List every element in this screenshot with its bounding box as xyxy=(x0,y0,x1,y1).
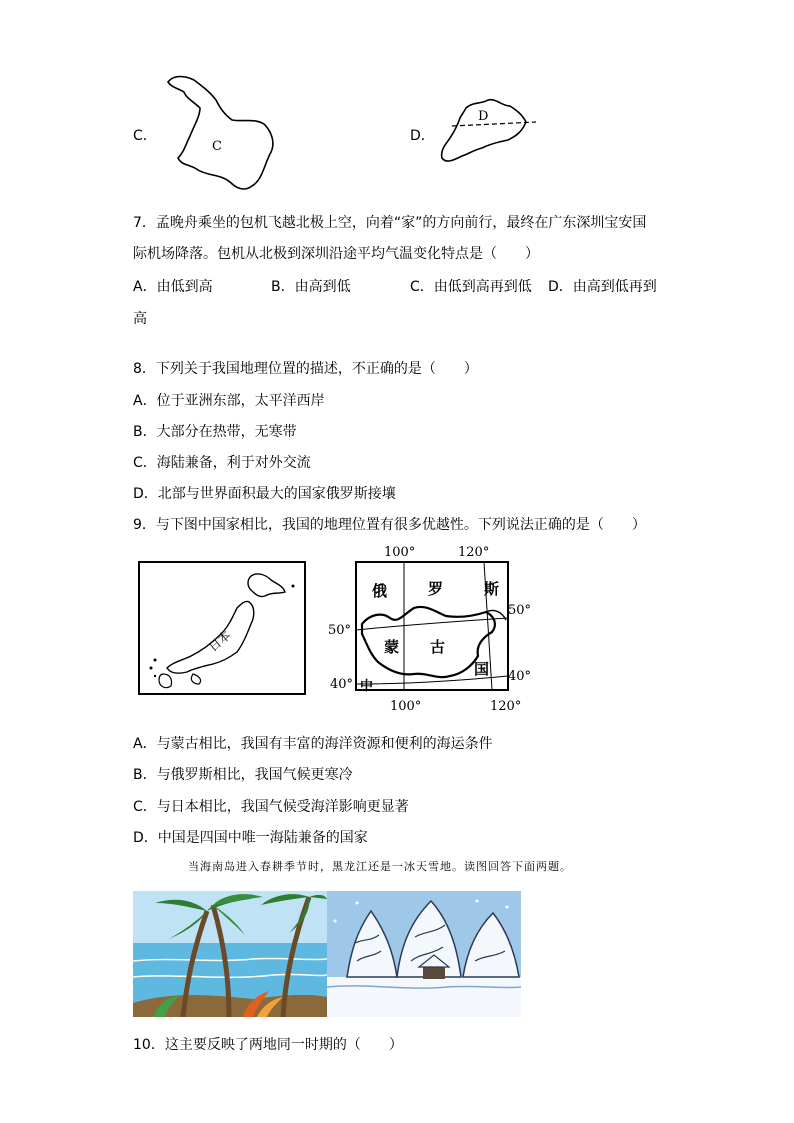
q9-option-d: D．中国是四国中唯一海陆兼备的国家 xyxy=(133,830,368,846)
q7-stem-line1: 7．孟晚舟乘坐的包机飞越北极上空，向着“家”的方向前行，最终在广东深圳宝安国 xyxy=(133,215,647,231)
q6-option-d-label: D． xyxy=(410,128,435,144)
map-d-letter: D xyxy=(478,109,489,124)
russia-char-2: 罗 xyxy=(428,580,444,598)
mongolia-char-1: 蒙 xyxy=(384,638,400,656)
guangdong-outline-map xyxy=(436,94,540,168)
mongolia-char-3: 国 xyxy=(474,660,490,678)
lat-40-left: 40° xyxy=(330,677,354,692)
russia-char-1: 俄 xyxy=(372,582,388,600)
heilongjiang-outline-map xyxy=(160,70,290,198)
q7-option-c: C．由低到高再到低 xyxy=(410,279,532,295)
q8-option-d: D．北部与世界面积最大的国家俄罗斯接壤 xyxy=(133,486,396,502)
q8-option-a: A．位于亚洲东部，太平洋西岸 xyxy=(133,393,325,409)
q9-stem: 9．与下图中国家相比，我国的地理位置有很多优越性。下列说法正确的是（ ） xyxy=(133,517,646,533)
map-c-letter: C xyxy=(212,139,222,154)
hainan-palm-illustration xyxy=(133,891,327,1017)
mongolia-map xyxy=(326,542,536,718)
q8-option-c: C．海陆兼备，利于对外交流 xyxy=(133,455,311,471)
q9-option-c: C．与日本相比，我国气候受海洋影响更显著 xyxy=(133,799,409,815)
lon-100-top: 100° xyxy=(384,545,416,560)
q10-caption: 当海南岛进入春耕季节时，黑龙江还是一冰天雪地。读图回答下面两题。 xyxy=(188,860,572,873)
china-char-1: 中 xyxy=(360,679,374,694)
lon-120-top: 120° xyxy=(458,545,490,560)
q7-option-d-wrap: 高 xyxy=(133,311,147,327)
russia-char-3: 斯 xyxy=(484,580,500,598)
q9-option-b: B．与俄罗斯相比，我国气候更寒冷 xyxy=(133,767,353,783)
lat-40-right: 40° xyxy=(508,669,532,684)
q7-option-b: B．由高到低 xyxy=(271,279,351,295)
q9-option-a: A．与蒙古相比，我国有丰富的海洋资源和便利的海运条件 xyxy=(133,736,493,752)
lon-120-bottom: 120° xyxy=(490,699,522,714)
lon-100-bottom: 100° xyxy=(390,699,422,714)
lat-50-right: 50° xyxy=(508,603,532,618)
q8-stem: 8．下列关于我国地理位置的描述，不正确的是（ ） xyxy=(133,361,478,377)
heilongjiang-snow-illustration xyxy=(327,891,521,1017)
q8-option-b: B．大部分在热带，无寒带 xyxy=(133,424,297,440)
q7-option-d: D．由高到低再到 xyxy=(548,279,657,295)
q10-stem: 10．这主要反映了两地同一时期的（ ） xyxy=(133,1037,403,1053)
q7-option-a: A．由低到高 xyxy=(133,279,213,295)
q7-stem-line2: 际机场降落。包机从北极到深圳沿途平均气温变化特点是（ ） xyxy=(133,246,539,262)
japan-map xyxy=(133,550,313,700)
q6-option-c-label: C． xyxy=(133,128,157,144)
japan-label: 日本 xyxy=(205,628,234,655)
lat-50-left: 50° xyxy=(328,623,352,638)
mongolia-char-2: 古 xyxy=(430,638,446,656)
